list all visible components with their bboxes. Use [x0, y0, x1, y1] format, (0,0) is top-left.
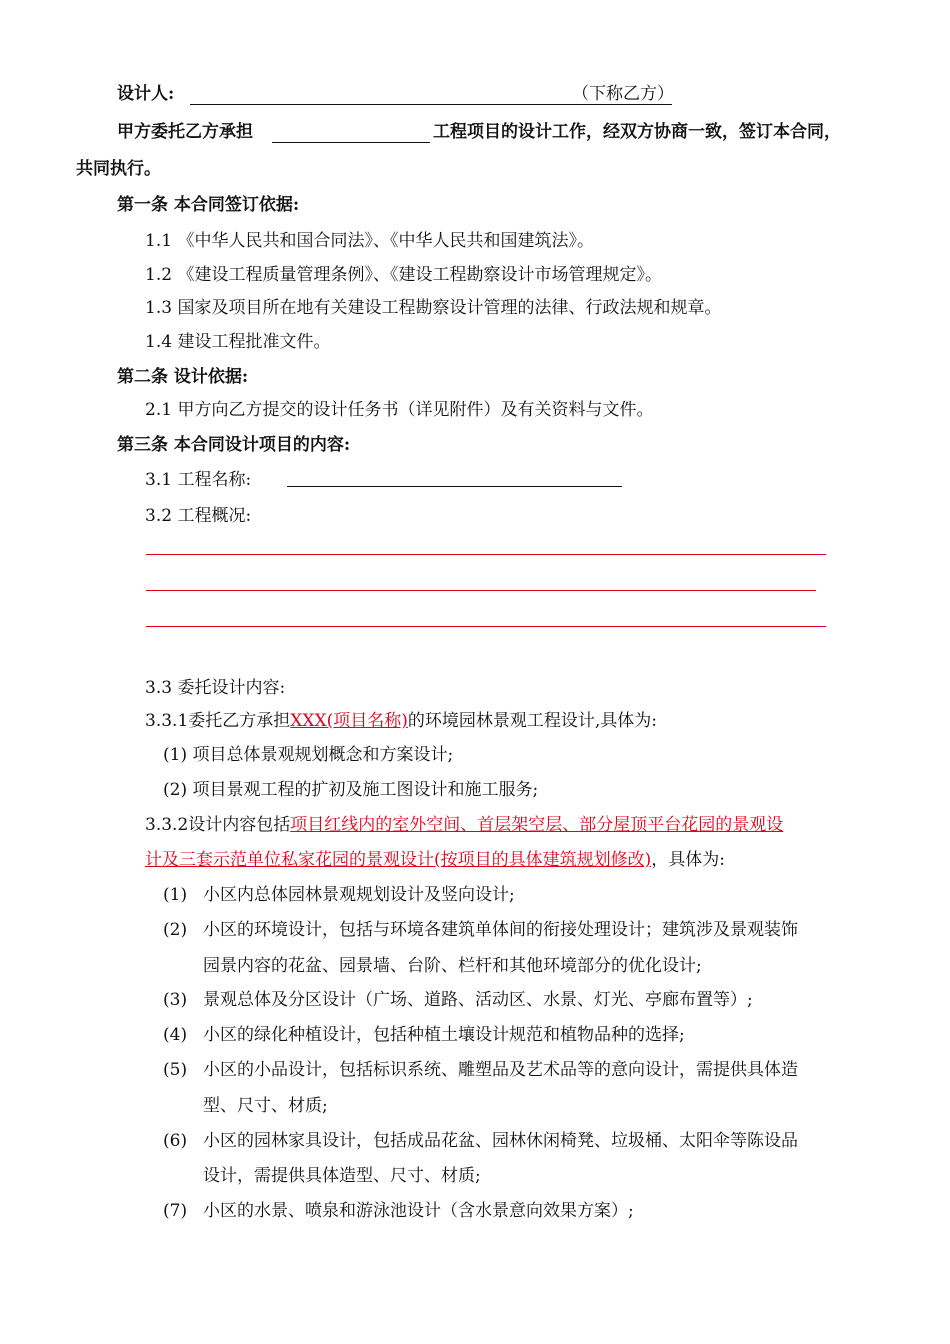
section-3-3-1-suffix: 的环境园林景观工程设计,具体为:	[407, 711, 657, 731]
designer-label: 设计人:	[117, 84, 175, 104]
item-text: 景观总体及分区设计（广场、道路、活动区、水景、灯光、亭廊布置等）;	[203, 990, 753, 1010]
commission-prefix: 甲方委托乙方承担	[117, 122, 253, 142]
item-text: 小区内总体园林景观规划设计及竖向设计;	[203, 885, 515, 905]
item-number: (2)	[163, 920, 188, 940]
article-1-item: 1.1 《中华人民共和国合同法》、《中华人民共和国建筑法》。	[145, 231, 594, 251]
section-3-1-label: 3.1 工程名称:	[145, 470, 252, 490]
project-name-placeholder: XXX(项目名称)	[290, 711, 408, 731]
article-1-item: 1.4 建设工程批准文件。	[145, 332, 331, 352]
project-name-field-line	[287, 486, 622, 487]
project-name-blank	[272, 142, 430, 143]
item-text: 小区的水景、喷泉和游泳池设计（含水景意向效果方案）;	[203, 1201, 634, 1221]
section-3-3-2-line2	[145, 848, 725, 872]
overview-line	[146, 590, 816, 591]
item-text: 小区的绿化种植设计，包括种植土壤设计规范和植物品种的选择;	[203, 1025, 685, 1045]
item-number: (6)	[163, 1131, 188, 1151]
item-text: 设计，需提供具体造型、尺寸、材质;	[203, 1166, 481, 1186]
section-3-3-1-item: (1) 项目总体景观规划概念和方案设计;	[163, 745, 454, 765]
item-number: (5)	[163, 1060, 188, 1080]
item-number: (3)	[163, 990, 188, 1010]
article-1-title: 第一条 本合同签订依据:	[117, 195, 300, 215]
overview-line	[146, 554, 826, 555]
item-text: 小区的环境设计，包括与环境各建筑单体间的衔接处理设计；建筑涉及景观装饰	[203, 920, 798, 940]
article-2-title: 第二条 设计依据:	[117, 367, 249, 387]
section-3-3-2-line1	[145, 813, 783, 837]
commission-suffix: 工程项目的设计工作，经双方协商一致，签订本合同，	[433, 122, 841, 142]
design-scope-highlight: 项目红线内的室外空间、首层架空层、部分屋顶平台花园的景观设	[290, 815, 784, 835]
section-3-3-2-prefix: 3.3.2设计内容包括	[145, 815, 291, 835]
article-1-item: 1.2 《建设工程质量管理条例》、《建设工程勘察设计市场管理规定》。	[145, 265, 662, 285]
section-3-2-label: 3.2 工程概况:	[145, 506, 252, 526]
section-3-3-label: 3.3 委托设计内容:	[145, 678, 286, 698]
item-number: (7)	[163, 1201, 188, 1221]
article-3-title: 第三条 本合同设计项目的内容:	[117, 435, 351, 455]
design-scope-highlight: 计及三套示范单位私家花园的景观设计(按项目的具体建筑规划修改)	[145, 850, 652, 870]
designer-suffix: （下称乙方）	[572, 84, 674, 104]
item-text: 小区的小品设计，包括标识系统、雕塑品及艺术品等的意向设计，需提供具体造	[203, 1060, 798, 1080]
article-1-item: 1.3 国家及项目所在地有关建设工程勘察设计管理的法律、行政法规和规章。	[145, 298, 722, 318]
item-number: (4)	[163, 1025, 188, 1045]
section-3-3-1-prefix: 3.3.1委托乙方承担	[145, 711, 291, 731]
commission-line2: 共同执行。	[76, 159, 161, 179]
section-3-3-1-item: (2) 项目景观工程的扩初及施工图设计和施工服务;	[163, 780, 539, 800]
section-3-3-2-suffix: ，具体为:	[651, 850, 725, 870]
item-text: 型、尺寸、材质;	[203, 1096, 328, 1116]
overview-line	[146, 626, 826, 627]
article-2-item: 2.1 甲方向乙方提交的设计任务书（详见附件）及有关资料与文件。	[145, 400, 654, 420]
item-text: 园景内容的花盆、园景墙、台阶、栏杆和其他环境部分的优化设计;	[203, 956, 702, 976]
section-3-3-1	[145, 709, 657, 733]
item-text: 小区的园林家具设计，包括成品花盆、园林休闲椅凳、垃圾桶、太阳伞等陈设品	[203, 1131, 798, 1151]
item-number: (1)	[163, 885, 188, 905]
